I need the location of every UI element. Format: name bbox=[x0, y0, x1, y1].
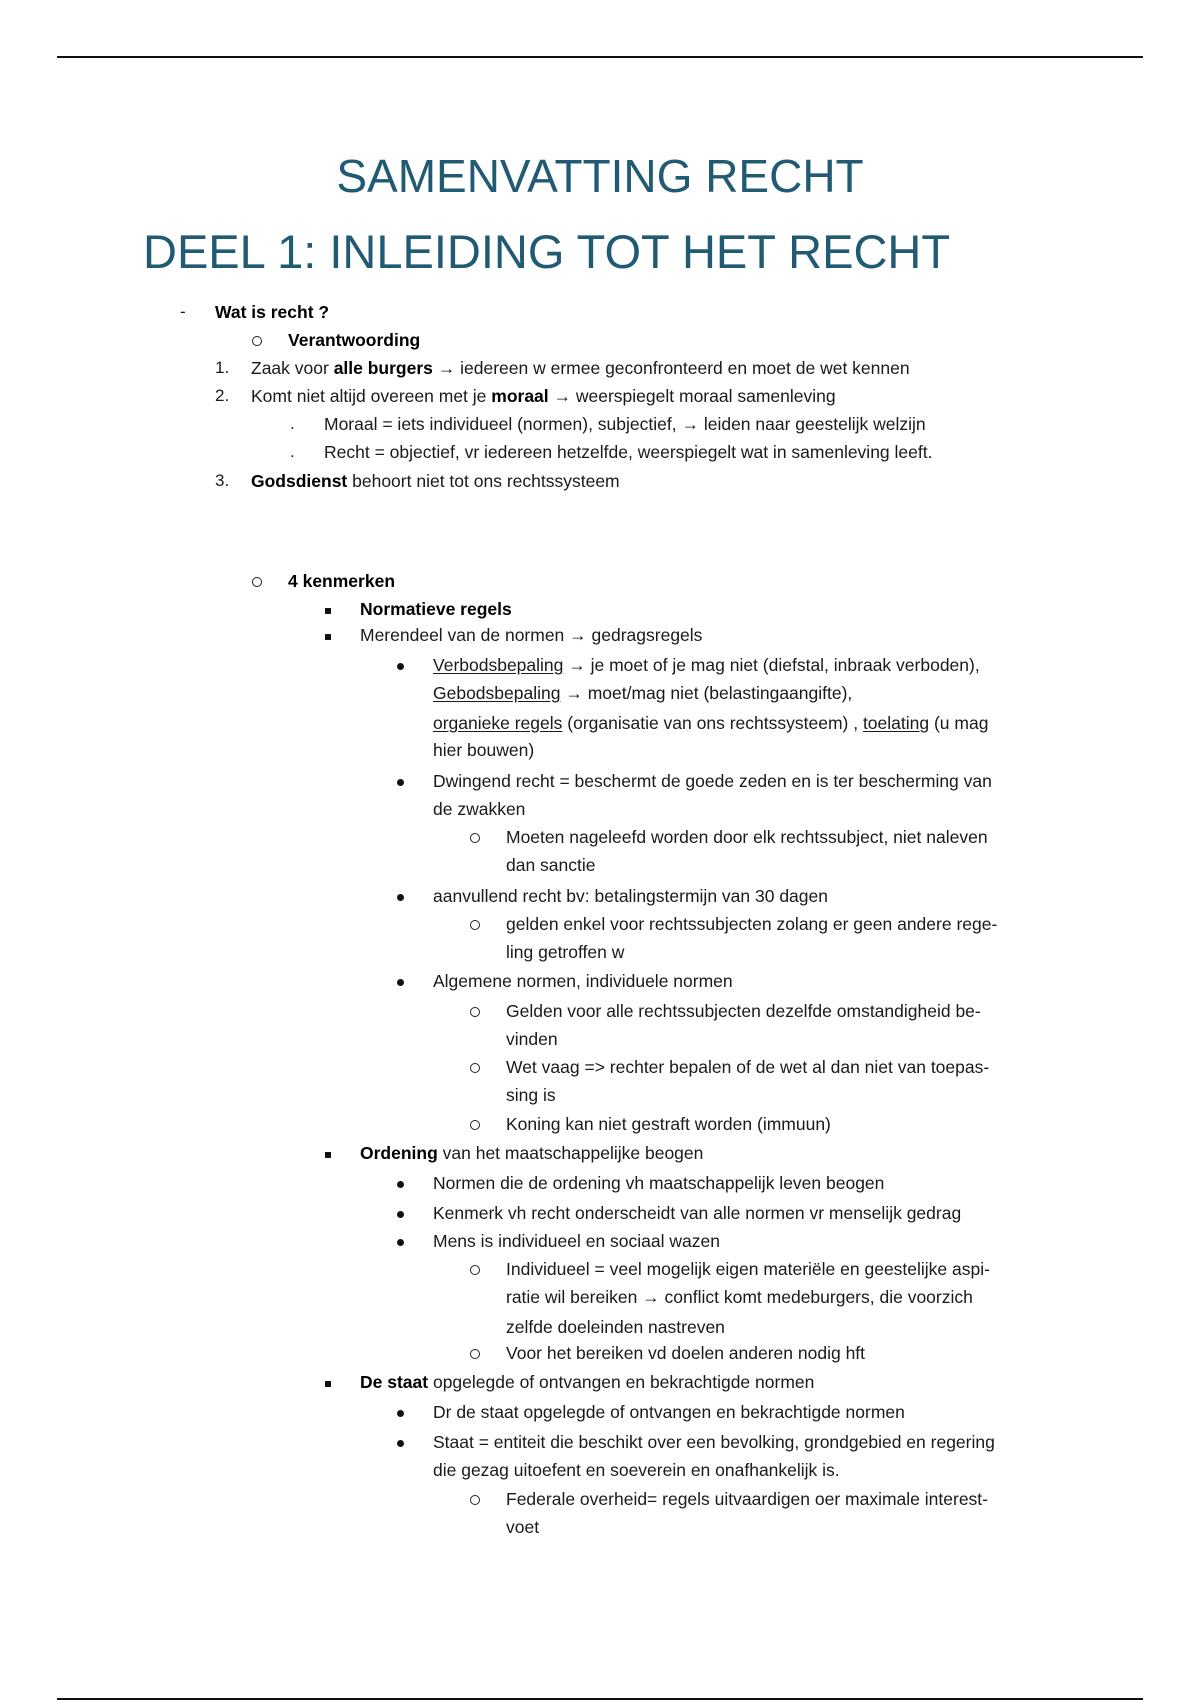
ring-bullet bbox=[470, 1342, 480, 1365]
document-title: SAMENVATTING RECHT bbox=[336, 150, 864, 202]
ring-bullet bbox=[470, 1258, 480, 1281]
kenmerken-heading-text: 4 kenmerken bbox=[288, 571, 396, 591]
sub-item: Moraal = iets individueel (normen), subjectief, → leiden naar geestelijk welzijn bbox=[324, 414, 926, 434]
list-number: 3. bbox=[215, 471, 230, 490]
ring-bullet bbox=[470, 826, 480, 849]
list-item-cont: dan sanctie bbox=[506, 855, 596, 875]
section-heading bbox=[215, 301, 329, 323]
ring-bullet bbox=[470, 1056, 480, 1079]
list-item bbox=[251, 470, 620, 492]
underlined-term: Gebodsbepaling bbox=[433, 683, 561, 703]
bold-span: alle burgers bbox=[333, 358, 433, 378]
disc-bullet bbox=[397, 885, 404, 907]
list-item: Gelden voor alle rechtssubjecten dezelfde omstandigheid be- bbox=[506, 1001, 981, 1021]
sub-item: Recht = objectief, vr iedereen hetzelfde, weerspiegelt wat in samenleving leeft. bbox=[324, 442, 933, 462]
text-span: Zaak voor bbox=[251, 358, 334, 378]
list-item-cont bbox=[433, 712, 988, 734]
list-item-cont: ratie wil bereiken → conflict komt medeburgers, die voorzich bbox=[506, 1287, 973, 1307]
verantwoording-heading bbox=[288, 329, 420, 351]
list-item bbox=[251, 357, 910, 379]
dash-bullet: - bbox=[180, 302, 186, 321]
list-item bbox=[433, 654, 980, 676]
list-item-cont bbox=[433, 682, 852, 704]
bold-span: Ordening bbox=[360, 1143, 438, 1163]
list-item-cont: de zwakken bbox=[433, 799, 526, 819]
underlined-term: Verbodsbepaling bbox=[433, 655, 564, 675]
list-item-cont: voet bbox=[506, 1517, 540, 1537]
sub-marker: . bbox=[290, 442, 295, 461]
ring-bullet bbox=[470, 913, 480, 936]
list-item: Individueel = veel mogelijk eigen materiële en geestelijke aspi- bbox=[506, 1259, 990, 1279]
text-span: → weerspiegelt moraal samenleving bbox=[548, 386, 836, 406]
list-item: gelden enkel voor rechtssubjecten zolang er geen andere rege- bbox=[506, 914, 998, 934]
list-item: Merendeel van de normen → gedragsregels bbox=[360, 625, 703, 645]
disc-bullet bbox=[397, 1172, 404, 1194]
text-span: (u mag bbox=[929, 713, 989, 733]
sub-marker: . bbox=[290, 414, 295, 433]
ring-bullet bbox=[470, 1488, 480, 1511]
ring-bullet bbox=[252, 329, 262, 352]
list-item: Wet vaag => rechter bepalen of de wet al dan niet van toepas- bbox=[506, 1057, 990, 1077]
list-item: Koning kan niet gestraft worden (immuun) bbox=[506, 1114, 831, 1134]
underlined-term: organieke regels bbox=[433, 713, 563, 733]
section-heading-text: Wat is recht ? bbox=[215, 302, 330, 322]
ring-bullet bbox=[252, 570, 262, 593]
list-item bbox=[360, 1371, 814, 1393]
square-bullet bbox=[325, 624, 331, 646]
disc-bullet bbox=[397, 1230, 404, 1252]
ring-bullet bbox=[470, 1113, 480, 1136]
list-item bbox=[360, 598, 512, 620]
text-span: van het maatschappelijke beogen bbox=[437, 1143, 704, 1163]
list-number: 2. bbox=[215, 386, 230, 405]
list-item bbox=[360, 1142, 703, 1164]
bold-span: moraal bbox=[491, 386, 549, 406]
disc-bullet bbox=[397, 1401, 404, 1423]
text-span: opgelegde of ontvangen en bekrachtigde normen bbox=[428, 1372, 815, 1392]
list-number: 1. bbox=[215, 358, 230, 377]
text-span: → iedereen w ermee geconfronteerd en moet de wet kennen bbox=[432, 358, 910, 378]
disc-bullet bbox=[397, 1202, 404, 1224]
document-subtitle: DEEL 1: INLEIDING TOT HET RECHT bbox=[143, 225, 951, 278]
list-item: Staat = entiteit die beschikt over een bevolking, grondgebied en regering bbox=[433, 1432, 995, 1452]
square-bullet bbox=[325, 1142, 331, 1164]
verantwoording-heading-text: Verantwoording bbox=[288, 330, 421, 350]
underlined-term: toelating bbox=[862, 713, 930, 733]
disc-bullet bbox=[397, 654, 404, 676]
text-span: → moet/mag niet (belastingaangifte), bbox=[560, 683, 853, 703]
list-item: Mens is individueel en sociaal wazen bbox=[433, 1231, 720, 1251]
list-item-cont: zelfde doeleinden nastreven bbox=[506, 1317, 725, 1337]
disc-bullet bbox=[397, 770, 404, 792]
text-span: → je moet of je mag niet (diefstal, inbraak verboden), bbox=[563, 655, 980, 675]
text-span: (organisatie van ons rechtssysteem) , bbox=[562, 713, 863, 733]
list-item: Algemene normen, individuele normen bbox=[433, 971, 733, 991]
list-item-cont: die gezag uitoefent en soeverein en onafhankelijk is. bbox=[433, 1460, 840, 1480]
list-item: Moeten nageleefd worden door elk rechtssubject, niet naleven bbox=[506, 827, 988, 847]
list-item-cont: sing is bbox=[506, 1085, 556, 1105]
bold-span: De staat bbox=[360, 1372, 429, 1392]
kenmerken-heading bbox=[288, 570, 395, 592]
list-item: aanvullend recht bv: betalingstermijn van 30 dagen bbox=[433, 886, 828, 906]
top-rule bbox=[57, 56, 1143, 58]
list-item: Dwingend recht = beschermt de goede zeden en is ter bescherming van bbox=[433, 771, 992, 791]
bold-span: Normatieve regels bbox=[360, 599, 512, 619]
list-item: Voor het bereiken vd doelen anderen nodig hft bbox=[506, 1343, 866, 1363]
list-item: Normen die de ordening vh maatschappelijk leven beogen bbox=[433, 1173, 885, 1193]
text-span: Komt niet altijd overeen met je bbox=[251, 386, 492, 406]
square-bullet bbox=[325, 598, 331, 620]
list-item: Kenmerk vh recht onderscheidt van alle normen vr menselijk gedrag bbox=[433, 1203, 962, 1223]
disc-bullet bbox=[397, 970, 404, 992]
ring-bullet bbox=[470, 1000, 480, 1023]
list-item: Federale overheid= regels uitvaardigen oer maximale interest- bbox=[506, 1489, 988, 1509]
list-item-cont: vinden bbox=[506, 1029, 558, 1049]
bold-span: Godsdienst bbox=[251, 471, 348, 491]
list-item-cont: ling getroffen w bbox=[506, 942, 625, 962]
list-item-cont: hier bouwen) bbox=[433, 740, 535, 760]
text-span: behoort niet tot ons rechtssysteem bbox=[347, 471, 620, 491]
list-item bbox=[251, 385, 836, 407]
disc-bullet bbox=[397, 1431, 404, 1453]
square-bullet bbox=[325, 1371, 331, 1393]
list-item: Dr de staat opgelegde of ontvangen en bekrachtigde normen bbox=[433, 1402, 905, 1422]
